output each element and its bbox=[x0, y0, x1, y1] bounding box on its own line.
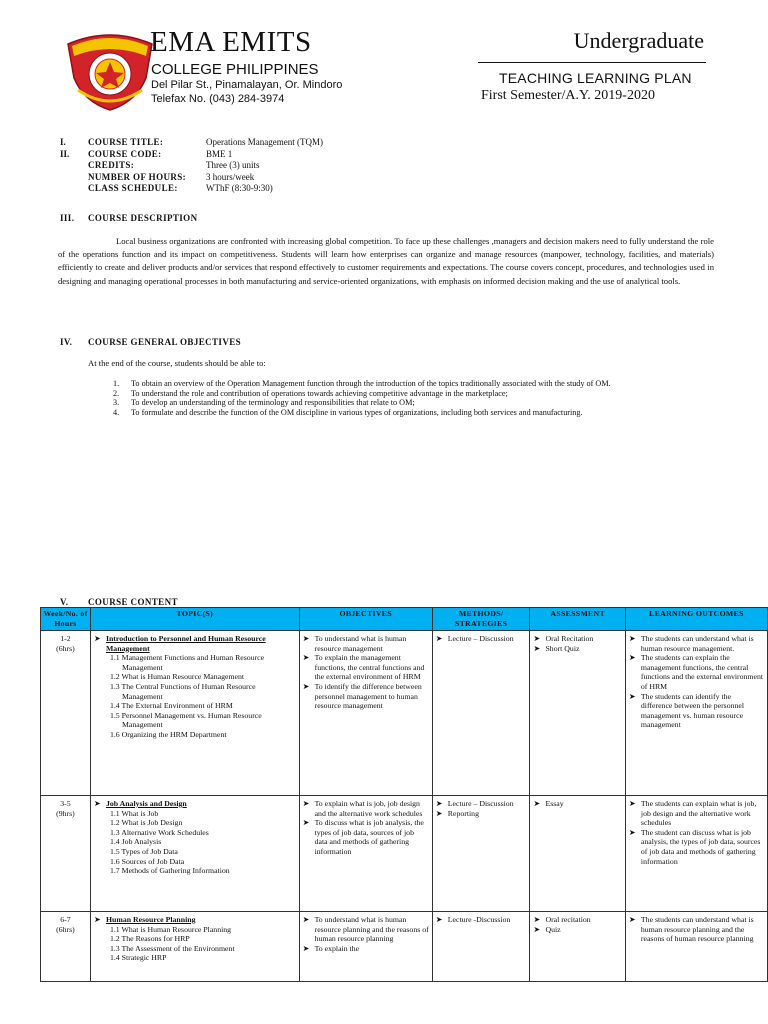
subtopic: 1.5 Types of Job Data bbox=[109, 846, 178, 856]
arrow-bullet-icon: ➤ bbox=[533, 915, 541, 924]
method-item: Reporting bbox=[447, 808, 479, 818]
arrow-bullet-icon: ➤ bbox=[302, 681, 310, 691]
arrow-bullet-icon: ➤ bbox=[533, 924, 541, 934]
info-value: Operations Management (TQM) bbox=[206, 137, 323, 147]
section-num: V. bbox=[60, 597, 69, 607]
table-row bbox=[41, 912, 768, 982]
arrow-bullet-icon: ➤ bbox=[302, 943, 310, 953]
arrow-bullet-icon: ➤ bbox=[628, 799, 636, 808]
course-info-row bbox=[60, 172, 323, 184]
course-info bbox=[60, 137, 323, 195]
outcome-item: The students can explain what is job, job design and the alternative work schedules bbox=[640, 799, 757, 828]
section-num: IV. bbox=[60, 337, 73, 347]
table-header-row bbox=[41, 608, 768, 631]
objective-text: To obtain an overview of the Operation Management function through the introduction of the topics traditionally associated with the study of OM. bbox=[131, 379, 611, 388]
assessment-cell bbox=[530, 796, 625, 912]
methods-cell bbox=[432, 796, 530, 912]
subtopic: 1.3 The Assessment of the Environment bbox=[109, 943, 235, 953]
objectives-intro: At the end of the course, students should be able to: bbox=[88, 358, 266, 368]
info-value: Three (3) units bbox=[206, 160, 260, 171]
section-title: COURSE GENERAL OBJECTIVES bbox=[88, 337, 242, 347]
info-label: COURSE TITLE: bbox=[88, 137, 164, 147]
subtopic: 1.1 What is Job bbox=[109, 808, 159, 818]
info-value: WThF (8:30-9:30) bbox=[206, 183, 273, 194]
week-cell bbox=[41, 912, 91, 982]
method-item: Lecture -Discussion bbox=[447, 915, 511, 924]
section-heading-content bbox=[60, 597, 178, 607]
topic-cell bbox=[90, 631, 299, 796]
assessment-item: Oral recitation bbox=[545, 915, 591, 924]
outcomes-cell bbox=[625, 796, 767, 912]
subtopic: 1.3 The Central Functions of Human Resource Management bbox=[109, 681, 256, 701]
info-value: BME 1 bbox=[206, 148, 233, 159]
topic-cell bbox=[90, 912, 299, 982]
objective-item: To explain the bbox=[314, 943, 360, 953]
topic-title: Introduction to Personnel and Human Resource Management bbox=[105, 634, 266, 653]
objective-item: To understand what is human resource management bbox=[314, 634, 407, 653]
course-info-row bbox=[60, 160, 323, 172]
objective-item: To explain what is job, job design and the alternative work schedules bbox=[314, 799, 423, 818]
subtopic: 1.1 What is Human Resource Planning bbox=[109, 924, 232, 934]
arrow-bullet-icon: ➤ bbox=[93, 799, 101, 808]
arrow-bullet-icon: ➤ bbox=[435, 634, 443, 643]
objective-text: To formulate and describe the function of the OM discipline in various types of organizations, including both services and manufacturing. bbox=[131, 407, 583, 417]
objective-text: To understand the role and contribution of operations towards achieving competitive advantage in the marketplace; bbox=[131, 388, 508, 398]
list-item: 3. To develop an understanding of the terminology and responsibilities that relate to OM; bbox=[113, 398, 415, 408]
arrow-bullet-icon: ➤ bbox=[302, 634, 310, 643]
subtopic: 1.1 Management Functions and Human Resource Management bbox=[109, 653, 265, 672]
arrow-bullet-icon: ➤ bbox=[435, 808, 443, 818]
list-item: 4. To formulate and describe the function of the OM discipline in various types of organizations, including both services and manufacturing. bbox=[113, 407, 583, 417]
section-num: III. bbox=[60, 213, 75, 223]
arrow-bullet-icon: ➤ bbox=[302, 653, 310, 663]
assessment-item: Essay bbox=[545, 799, 564, 808]
school-subtitle: COLLEGE PHILIPPINES bbox=[151, 61, 319, 78]
header-divider bbox=[478, 62, 706, 63]
section-title: COURSE DESCRIPTION bbox=[88, 213, 198, 223]
column-header: OBJECTIVES bbox=[299, 608, 432, 631]
course-description: Local business organizations are confronted with increasing global competition. To face up these challenges ,managers and decision makers need to fully understand the role of the operations function and its impact on competitiveness. Students will learn how enterprises can organize and manage resources (manpower, technology, facilities, and materials) efficiently to create and deliver products and/or services that respond effectively to customer requirements and expectations. The course covers concept, procedures, and technologies used in designing and managing operational processes in both manufacturing and service-oriented organizations, with emphasis on informed decision making and the use of analytical tools. bbox=[58, 236, 714, 286]
course-info-row bbox=[60, 149, 323, 161]
week-hours: (9hrs) bbox=[56, 808, 75, 818]
column-header: LEARNING OUTCOMES bbox=[625, 608, 767, 631]
assessment-cell bbox=[530, 912, 625, 982]
week-range: 1-2 bbox=[60, 634, 71, 643]
objective-item: To understand what is human resource planning and the reasons of human resource planning bbox=[314, 915, 429, 944]
arrow-bullet-icon: ➤ bbox=[628, 653, 636, 663]
subtopic: 1.7 Methods of Gathering Information bbox=[109, 866, 230, 876]
address-line: Del Pilar St., Pinamalayan, Or. Mindoro bbox=[151, 79, 343, 91]
subtopic: 1.6 Sources of Job Data bbox=[109, 856, 185, 866]
objectives-cell bbox=[299, 796, 432, 912]
info-num: I. bbox=[60, 137, 66, 147]
arrow-bullet-icon: ➤ bbox=[533, 643, 541, 653]
topic-title: Job Analysis and Design bbox=[105, 799, 187, 808]
arrow-bullet-icon: ➤ bbox=[533, 634, 541, 643]
arrow-bullet-icon: ➤ bbox=[435, 915, 443, 924]
list-item: 1. To obtain an overview of the Operation Management function through the introduction of the topics traditionally associated with the study of OM. bbox=[113, 379, 611, 388]
outcomes-cell bbox=[625, 912, 767, 982]
week-hours: (6hrs) bbox=[56, 924, 75, 934]
info-num bbox=[60, 160, 88, 172]
info-num: II. bbox=[60, 148, 70, 159]
list-item: 2. To understand the role and contribution of operations towards achieving competitive advantage in the marketplace; bbox=[113, 388, 508, 398]
outcome-item: The students can understand what is human resource management. bbox=[640, 634, 754, 653]
arrow-bullet-icon: ➤ bbox=[628, 691, 636, 701]
plan-title: TEACHING LEARNING PLAN bbox=[499, 70, 692, 86]
column-header: TOPIC(S) bbox=[90, 608, 299, 631]
outcomes-cell bbox=[625, 631, 767, 796]
arrow-bullet-icon: ➤ bbox=[628, 915, 636, 924]
program-level: Undergraduate bbox=[573, 28, 704, 53]
semester-label: First Semester/A.Y. 2019-2020 bbox=[481, 88, 655, 103]
info-num bbox=[60, 172, 88, 184]
week-cell bbox=[41, 631, 91, 796]
subtopic: 1.2 What is Human Resource Management bbox=[109, 672, 245, 682]
arrow-bullet-icon: ➤ bbox=[93, 915, 101, 924]
column-header: ASSESSMENT bbox=[530, 608, 625, 631]
school-logo bbox=[64, 26, 156, 112]
info-num bbox=[60, 183, 88, 195]
subtopic: 1.6 Organizing the HRM Department bbox=[109, 729, 227, 739]
info-label: CREDITS: bbox=[88, 160, 135, 171]
telefax-line: Telefax No. (043) 284-3974 bbox=[151, 93, 285, 105]
column-header: METHODS/ STRATEGIES bbox=[432, 608, 530, 631]
course-info-row bbox=[60, 137, 323, 149]
arrow-bullet-icon: ➤ bbox=[93, 634, 101, 643]
table-row bbox=[41, 631, 768, 796]
info-value: 3 hours/week bbox=[206, 171, 255, 182]
section-heading-objectives bbox=[60, 337, 241, 347]
method-item: Lecture – Discussion bbox=[447, 799, 514, 808]
subtopic: 1.3 Alternative Work Schedules bbox=[109, 827, 209, 837]
info-label: COURSE CODE: bbox=[88, 148, 162, 159]
arrow-bullet-icon: ➤ bbox=[628, 827, 636, 837]
methods-cell bbox=[432, 631, 530, 796]
subtopic: 1.4 Job Analysis bbox=[109, 837, 162, 847]
week-hours: (6hrs) bbox=[56, 643, 75, 653]
methods-cell bbox=[432, 912, 530, 982]
course-content-table bbox=[40, 607, 768, 982]
objective-item: To identify the difference between personnel management to human resource management bbox=[314, 681, 422, 711]
assessment-cell bbox=[530, 631, 625, 796]
week-cell bbox=[41, 796, 91, 912]
outcome-item: The students can identify the difference between the personnel management vs. human resource management bbox=[640, 691, 745, 730]
arrow-bullet-icon: ➤ bbox=[302, 818, 310, 828]
subtopic: 1.2 The Reasons for HRP bbox=[109, 934, 190, 944]
arrow-bullet-icon: ➤ bbox=[533, 799, 541, 808]
method-item: Lecture – Discussion bbox=[447, 634, 514, 643]
objective-item: To discuss what is job analysis, the types of job data, sources of job data and methods of gathering information bbox=[314, 818, 424, 856]
objective-item: To explain the management functions, the central functions and the external environment of HRM bbox=[314, 653, 425, 682]
subtopic: 1.5 Personnel Management vs. Human Resource Management bbox=[109, 710, 262, 730]
objectives-list bbox=[113, 379, 713, 417]
objective-text: To develop an understanding of the terminology and responsibilities that relate to OM; bbox=[131, 398, 415, 408]
objectives-cell bbox=[299, 631, 432, 796]
objectives-cell bbox=[299, 912, 432, 982]
arrow-bullet-icon: ➤ bbox=[302, 915, 310, 924]
arrow-bullet-icon: ➤ bbox=[302, 799, 310, 808]
outcome-item: The students can explain the management functions, the central functions and the external environment of HRM bbox=[640, 653, 764, 691]
topic-cell bbox=[90, 796, 299, 912]
school-address bbox=[151, 78, 342, 106]
course-info-row bbox=[60, 183, 323, 195]
school-name: EMA EMITS bbox=[150, 26, 312, 58]
outcome-item: The students can understand what is human resource planning and the reasons of human resource planning bbox=[640, 915, 754, 944]
column-header: Week/No. of Hours bbox=[41, 608, 91, 631]
assessment-item: Quiz bbox=[545, 924, 561, 934]
week-range: 6-7 bbox=[60, 915, 71, 924]
assessment-item: Oral Recitation bbox=[545, 634, 594, 643]
subtopic: 1.4 Strategic HRP bbox=[109, 953, 167, 963]
topic-title: Human Resource Planning bbox=[105, 915, 196, 924]
subtopic: 1.4 The External Environment of HRM bbox=[109, 701, 233, 711]
info-label: CLASS SCHEDULE: bbox=[88, 183, 178, 194]
section-heading-description bbox=[60, 213, 197, 223]
info-label: NUMBER OF HOURS: bbox=[88, 171, 187, 182]
arrow-bullet-icon: ➤ bbox=[628, 634, 636, 643]
week-range: 3-5 bbox=[60, 799, 71, 808]
subtopic: 1.2 What is Job Design bbox=[109, 818, 183, 828]
assessment-item: Short Quiz bbox=[545, 643, 580, 653]
table-row bbox=[41, 796, 768, 912]
arrow-bullet-icon: ➤ bbox=[435, 799, 443, 808]
section-title: COURSE CONTENT bbox=[88, 597, 178, 607]
outcome-item: The student can discuss what is job analysis, the types of job data, sources of job data and methods of gathering information bbox=[640, 827, 761, 866]
